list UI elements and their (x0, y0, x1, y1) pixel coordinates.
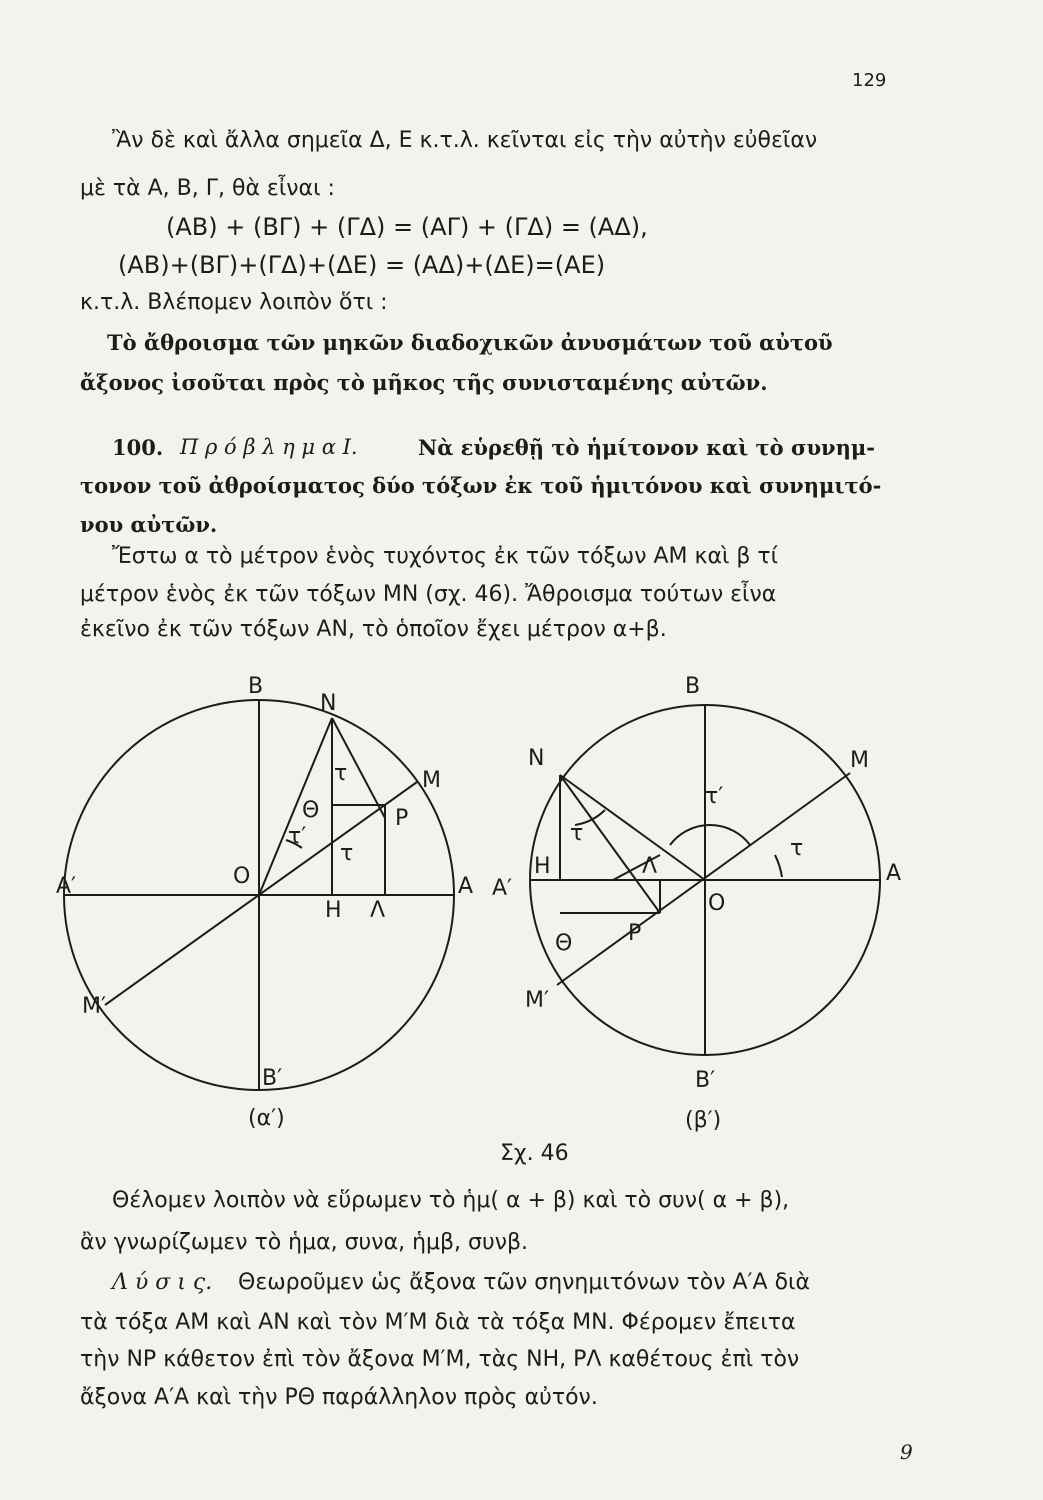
solution-line3: τὴν ΝΡ κάθετον ἐπὶ τὸν ἄξονα Μ′Μ, τὰς ΝΗ, ΡΛ καθέτους ἐπὶ τὸν (80, 1347, 800, 1372)
right-label-tau1: τ (570, 821, 584, 846)
right-label-theta: Θ (555, 931, 573, 956)
left-label-m-prime: Μ′ (82, 994, 106, 1019)
left-label-a: A (458, 874, 474, 899)
problem-label: Π ρ ό β λ η μ α Ι. (180, 435, 358, 459)
right-label-tau-prime: τ′ (705, 784, 724, 809)
right-sublabel: (β′) (685, 1108, 722, 1133)
theorem-line2: ἄξονος ἰσοῦται πρὸς τὸ μῆκος τῆς συνισταμένης αὐτῶν. (80, 370, 768, 395)
right-label-tau2: τ (790, 836, 804, 861)
left-label-b-prime: Β′ (262, 1066, 283, 1091)
right-label-n: N (528, 746, 545, 771)
solution-label: Λ ύ σ ι ς. (112, 1270, 213, 1295)
left-label-h: H (325, 898, 342, 923)
footer-number: 9 (900, 1440, 913, 1464)
left-label-p: P (395, 806, 409, 831)
left-label-tau1: τ (334, 761, 348, 786)
left-label-o: O (233, 864, 251, 889)
para3-line3: ἐκεῖνο ἐκ τῶν τόξων ΑΝ, τὸ ὁποῖον ἔχει μέτρον α+β. (80, 617, 667, 642)
para2: κ.τ.λ. Βλέπομεν λοιπὸν ὅτι : (80, 290, 388, 315)
right-label-l: Λ (642, 854, 658, 879)
right-label-h: H (534, 854, 551, 879)
figure-46 (40, 655, 1000, 1175)
right-label-p: P (628, 921, 642, 946)
right-label-m: M (850, 748, 869, 773)
left-label-l: Λ (370, 898, 386, 923)
para3-line2: μέτρον ἑνὸς ἐκ τῶν τόξων ΜΝ (σχ. 46). Ἄθροισμα τούτων εἶνα (80, 582, 777, 607)
right-label-o: O (708, 891, 726, 916)
left-label-b: B (248, 674, 264, 699)
left-label-theta: Θ (302, 798, 320, 823)
page-number: 129 (852, 70, 887, 91)
right-label-b-prime: Β′ (695, 1068, 716, 1093)
para4-line2: ἂν γνωρίζωμεν τὸ ἡμα, συνα, ἡμβ, συνβ. (80, 1230, 529, 1255)
right-angle-arc-small (775, 855, 782, 877)
solution-line4: ἄξονα Α′Α καὶ τὴν ΡΘ παράλληλον πρὸς αὐτόν. (80, 1385, 598, 1410)
solution-line1: Θεωροῦμεν ὡς ἄξονα τῶν σηνημιτόνων τὸν Α′Α διὰ (238, 1270, 810, 1295)
para4-line1: Θέλομεν λοιπὸν νὰ εὕρωμεν τὸ ἡμ( α + β) καὶ τὸ συν( α + β), (112, 1188, 790, 1213)
left-sublabel: (α′) (248, 1106, 285, 1131)
left-label-m: M (422, 768, 441, 793)
figure-caption: Σχ. 46 (500, 1141, 569, 1166)
right-label-b: B (685, 674, 701, 699)
para1-line2: μὲ τὰ Α, Β, Γ, θὰ εἶναι : (80, 176, 335, 201)
problem-line1: Νὰ εὑρεθῇ τὸ ἡμίτονον καὶ τὸ συνημ- (418, 435, 875, 460)
equation-1: (ΑΒ) + (ΒΓ) + (ΓΔ) = (ΑΓ) + (ΓΔ) = (ΑΔ), (166, 213, 648, 241)
right-label-a: A (886, 861, 902, 886)
right-label-m-prime: Μ′ (525, 988, 549, 1013)
problem-line2: τονον τοῦ ἀθροίσματος δύο τόξων ἐκ τοῦ ἡμιτόνου καὶ συνημιτό- (80, 473, 882, 498)
left-label-tau-prime: τ′ (288, 824, 307, 849)
right-angle-arc-top (670, 825, 750, 845)
left-label-a-prime: Α′ (56, 874, 77, 899)
theorem-line1: Τὸ ἄθροισμα τῶν μηκῶν διαδοχικῶν ἀνυσμάτων τοῦ αὐτοῦ (107, 330, 833, 355)
left-diameter-mm (105, 782, 417, 1005)
equation-2: (ΑΒ)+(ΒΓ)+(ΓΔ)+(ΔΕ) = (ΑΔ)+(ΔΕ)=(ΑΕ) (118, 251, 606, 279)
solution-line2: τὰ τόξα ΑΜ καὶ ΑΝ καὶ τὸν Μ′Μ διὰ τὰ τόξα ΜΝ. Φέρομεν ἔπειτα (80, 1310, 796, 1335)
left-label-tau2: τ (340, 841, 354, 866)
problem-line3: νου αὐτῶν. (80, 512, 218, 537)
para3-line1: Ἔστω α τὸ μέτρον ἑνὸς τυχόντος ἐκ τῶν τόξων ΑΜ καὶ β τί (112, 544, 779, 569)
left-label-n: N (320, 691, 337, 716)
problem-number: 100. (112, 435, 164, 460)
para1-line1: Ἂν δὲ καὶ ἄλλα σημεῖα Δ, Ε κ.τ.λ. κεῖνται εἰς τὴν αὐτὴν εὐθεῖαν (112, 128, 818, 153)
right-label-a-prime: Α′ (492, 876, 513, 901)
